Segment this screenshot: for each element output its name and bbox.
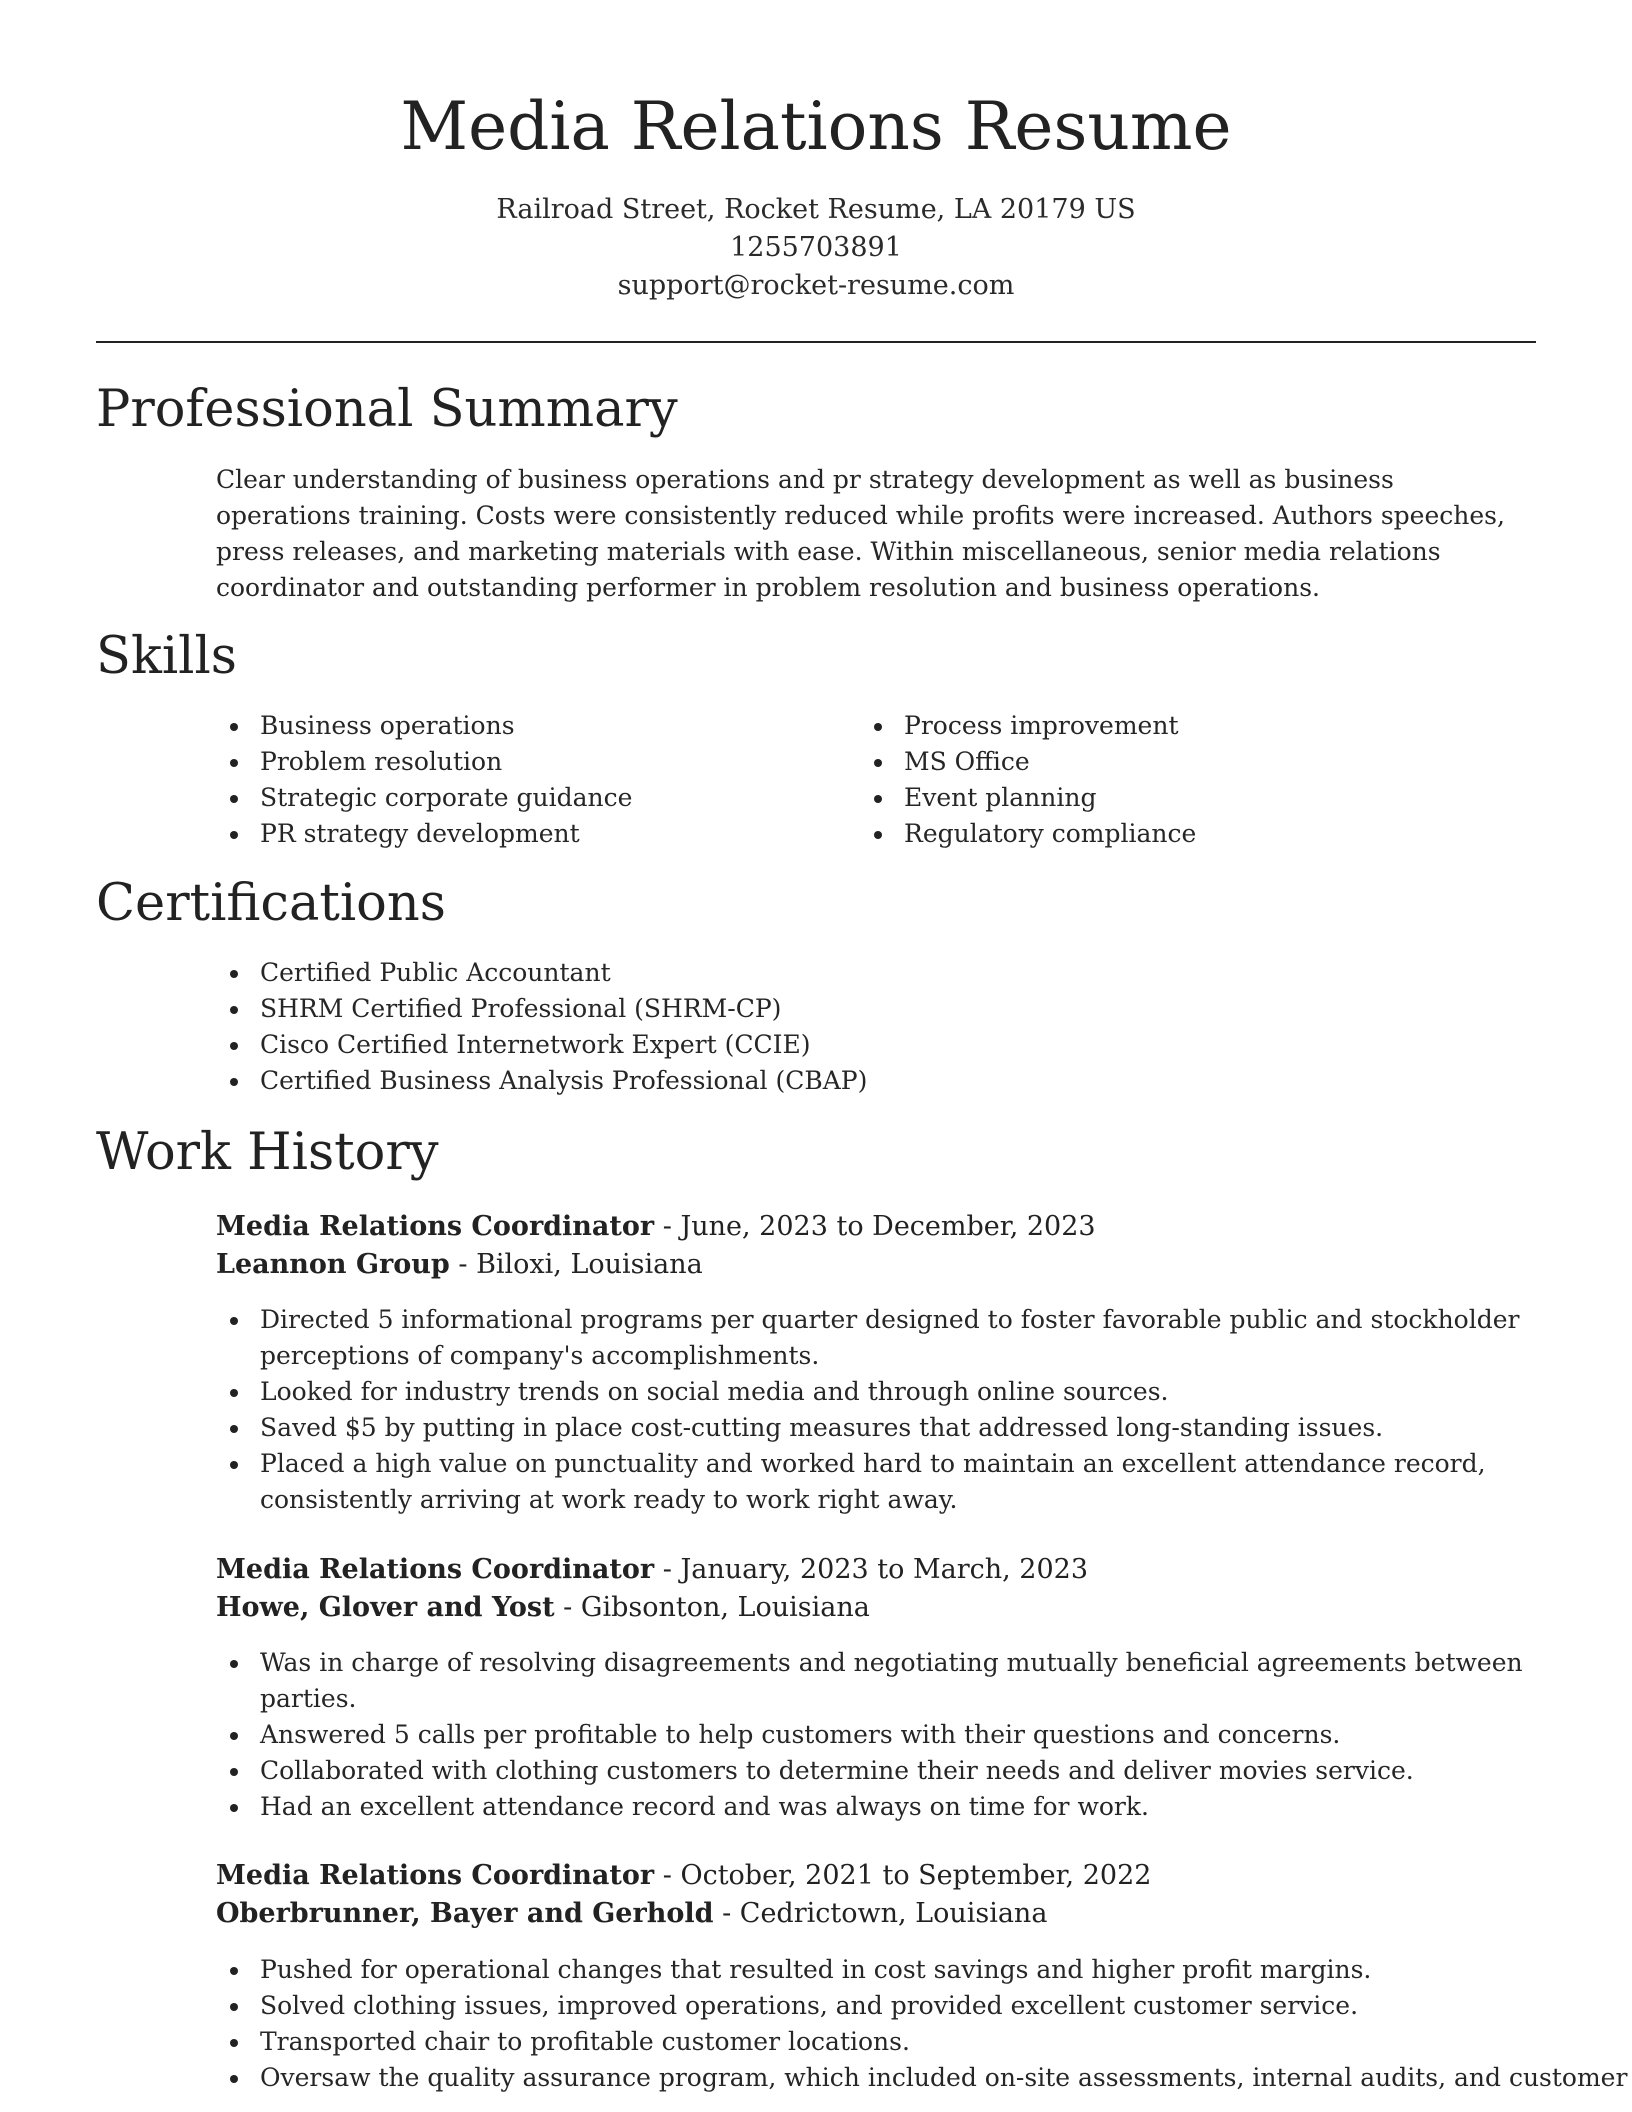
contact-phone: 1255703891 [730,232,902,263]
section-heading-certifications: Certifications [96,874,446,933]
skill-item: Process improvement [860,708,1520,744]
job-bullet: Was in charge of resolving disagreements and negotiating mutually beneficial agreements between parties. [216,1645,1536,1717]
resume-title: Media Relations Resume [400,88,1232,165]
job-company-line: Howe, Glover and Yost - Gibsonton, Louisiana [216,1592,870,1623]
section-heading-summary: Professional Summary [96,380,678,439]
job-location: Cedrictown, Louisiana [739,1898,1048,1929]
job-company: Oberbrunner, Bayer and Gerhold [216,1898,714,1929]
job-bullet: Had an excellent attendance record and was always on time for work. [216,1789,1536,1825]
skills-list-right [860,708,1520,852]
job-dates: October, 2021 to September, 2022 [680,1860,1152,1891]
skill-item: Problem resolution [216,744,816,780]
certifications-list [216,955,1536,1099]
job-company-line: Leannon Group - Biloxi, Louisiana [216,1249,703,1280]
job-location: Biloxi, Louisiana [476,1249,703,1280]
job-bullet: Saved $5 by putting in place cost-cutting measures that addressed long-standing issues. [216,1410,1536,1446]
skill-item: MS Office [860,744,1520,780]
job-bullet: Oversaw the quality assurance program, which included on-site assessments, internal audits, and customer [216,2060,1556,2096]
section-heading-skills: Skills [96,627,237,686]
job-bullets [216,1952,1628,2096]
job-bullet: Collaborated with clothing customers to determine their needs and deliver movies service. [216,1753,1536,1789]
job-role: Media Relations Coordinator [216,1860,655,1891]
job-location: Gibsonton, Louisiana [580,1592,870,1623]
job-dates: January, 2023 to March, 2023 [680,1554,1088,1585]
skill-item: Business operations [216,708,816,744]
skill-item: Event planning [860,780,1520,816]
job-role: Media Relations Coordinator [216,1211,655,1242]
job-role: Media Relations Coordinator [216,1554,655,1585]
skill-item: Strategic corporate guidance [216,780,816,816]
header-divider [96,341,1536,343]
job-bullet: Transported chair to profitable customer locations. [216,2024,1556,2060]
summary-text: Clear understanding of business operations and pr strategy development as well as business operations training. Costs were consistently reduced while profits were increased. Authors speeches, press releases, and marketing materials with ease. Within miscellaneous, senior media relations coordinator and outstanding performer in problem resolution and business operations. [216,465,1505,602]
job-company: Howe, Glover and Yost [216,1592,555,1623]
skills-list-left [216,708,816,852]
job-bullet: Looked for industry trends on social media and through online sources. [216,1374,1536,1410]
job-title-line: Media Relations Coordinator - June, 2023 to December, 2023 [216,1211,1096,1242]
job-title-line: Media Relations Coordinator - October, 2021 to September, 2022 [216,1860,1152,1891]
job-bullet: Pushed for operational changes that resulted in cost savings and higher profit margins. [216,1952,1556,1988]
job-company: Leannon Group [216,1249,450,1280]
certification-item: Certified Business Analysis Professional (CBAP) [216,1063,1536,1099]
certification-item: SHRM Certified Professional (SHRM-CP) [216,991,1536,1027]
job-bullets [216,1645,1536,1825]
contact-address: Railroad Street, Rocket Resume, LA 20179 US [496,194,1136,225]
certification-item: Certified Public Accountant [216,955,1536,991]
skill-item: PR strategy development [216,816,816,852]
certification-item: Cisco Certified Internetwork Expert (CCIE) [216,1027,1536,1063]
job-bullets [216,1302,1536,1518]
job-title-line: Media Relations Coordinator - January, 2023 to March, 2023 [216,1554,1088,1585]
job-bullet: Answered 5 calls per profitable to help customers with their questions and concerns. [216,1717,1536,1753]
job-company-line: Oberbrunner, Bayer and Gerhold - Cedrictown, Louisiana [216,1898,1048,1929]
job-bullet: Solved clothing issues, improved operations, and provided excellent customer service. [216,1988,1556,2024]
job-bullet: Placed a high value on punctuality and worked hard to maintain an excellent attendance record, consistently arriving at work ready to work right away. [216,1446,1536,1518]
job-bullet: Directed 5 informational programs per quarter designed to foster favorable public and stockholder perceptions of company's accomplishments. [216,1302,1536,1374]
section-heading-work-history: Work History [96,1123,439,1182]
contact-email: support@rocket-resume.com [617,270,1015,301]
skill-item: Regulatory compliance [860,816,1520,852]
job-dates: June, 2023 to December, 2023 [680,1211,1096,1242]
